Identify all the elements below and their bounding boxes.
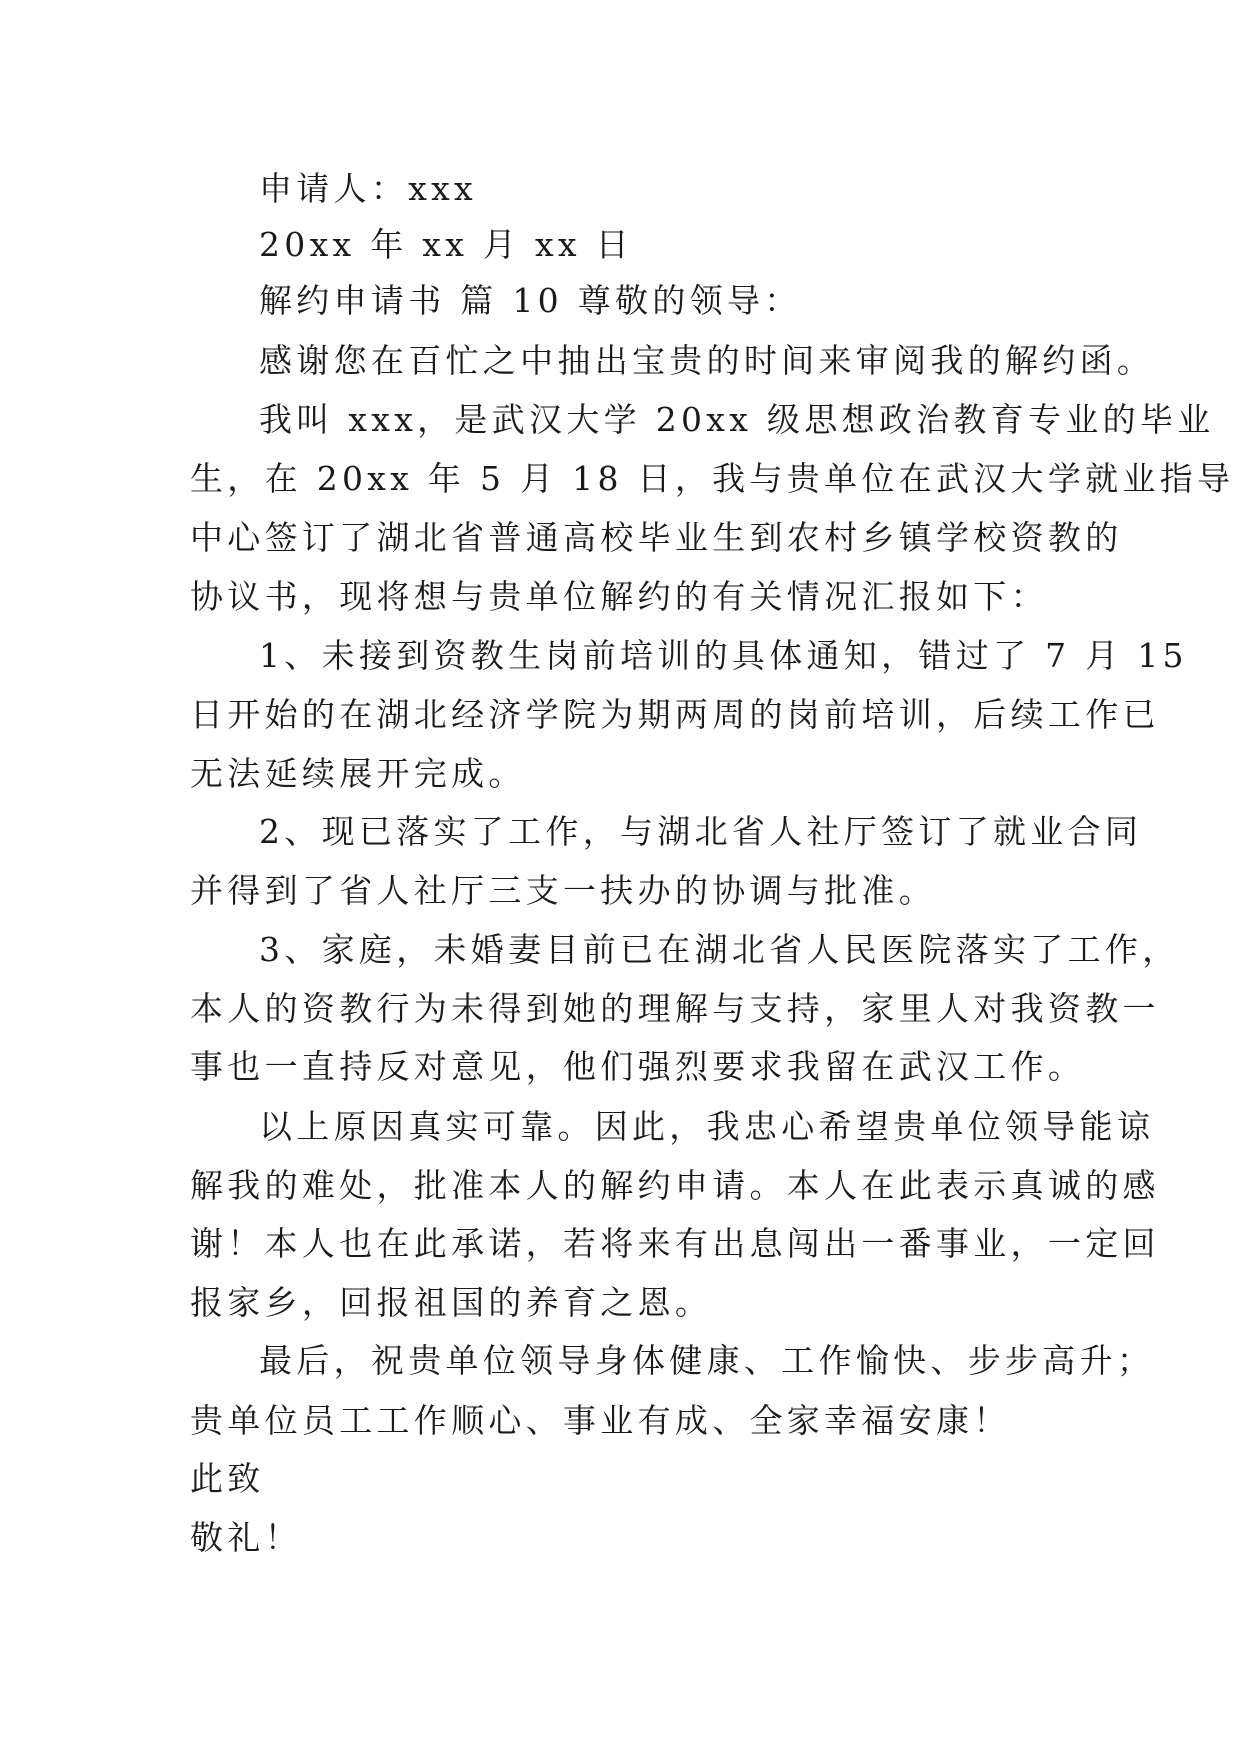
closing-salute: 敬礼！ [190, 1518, 302, 1557]
paragraph-line: 协议书，现将想与贵单位解约的有关情况汇报如下： [190, 577, 1048, 616]
paragraph-line: 日开始的在湖北经济学院为期两周的岗前培训，后续工作已 [190, 695, 1160, 734]
paragraph-line: 事也一直持反对意见，他们强烈要求我留在武汉工作。 [190, 1047, 1086, 1086]
paragraph-line: 贵单位员工工作顺心、事业有成、全家幸福安康！ [190, 1401, 1011, 1440]
paragraph-line: 本人的资教行为未得到她的理解与支持，家里人对我资教一 [190, 989, 1160, 1028]
paragraph-line: 并得到了省人社厅三支一扶办的协调与批准。 [190, 871, 936, 910]
paragraph-line: 报家乡，回报祖国的养育之恩。 [190, 1283, 713, 1322]
paragraph-line: 3、家庭，未婚妻目前已在湖北省人民医院落实了工作， [259, 930, 1180, 969]
paragraph-line: 最后，祝贵单位领导身体健康、工作愉快、步步高升； [259, 1341, 1155, 1380]
paragraph-line: 以上原因真实可靠。因此，我忠心希望贵单位领导能谅 [259, 1107, 1155, 1146]
paragraph-line: 谢！本人也在此承诺，若将来有出息闯出一番事业，一定回 [190, 1224, 1160, 1263]
paragraph-line: 感谢您在百忙之中抽出宝贵的时间来审阅我的解约函。 [259, 341, 1155, 380]
date-line: 20xx 年 xx 月 xx 日 [259, 225, 633, 264]
heading-salutation-line: 解约申请书 篇 10 尊敬的领导： [259, 281, 802, 320]
paragraph-line: 2、现已落实了工作，与湖北省人社厅签订了就业合同 [259, 812, 1143, 851]
paragraph-line: 解我的难处，批准本人的解约申请。本人在此表示真诚的感 [190, 1166, 1160, 1205]
paragraph-line: 无法延续展开完成。 [190, 754, 526, 793]
paragraph-line: 1、未接到资教生岗前培训的具体通知，错过了 7 月 15 [259, 636, 1188, 675]
closing-line: 此致 [190, 1459, 265, 1498]
paragraph-line: 生，在 20xx 年 5 月 18 日，我与贵单位在武汉大学就业指导 [190, 459, 1235, 498]
paragraph-line: 中心签订了湖北省普通高校毕业生到农村乡镇学校资教的 [190, 518, 1123, 557]
paragraph-line: 我叫 xxx，是武汉大学 20xx 级思想政治教育专业的毕业 [259, 400, 1215, 439]
applicant-line: 申请人：xxx [259, 169, 477, 208]
